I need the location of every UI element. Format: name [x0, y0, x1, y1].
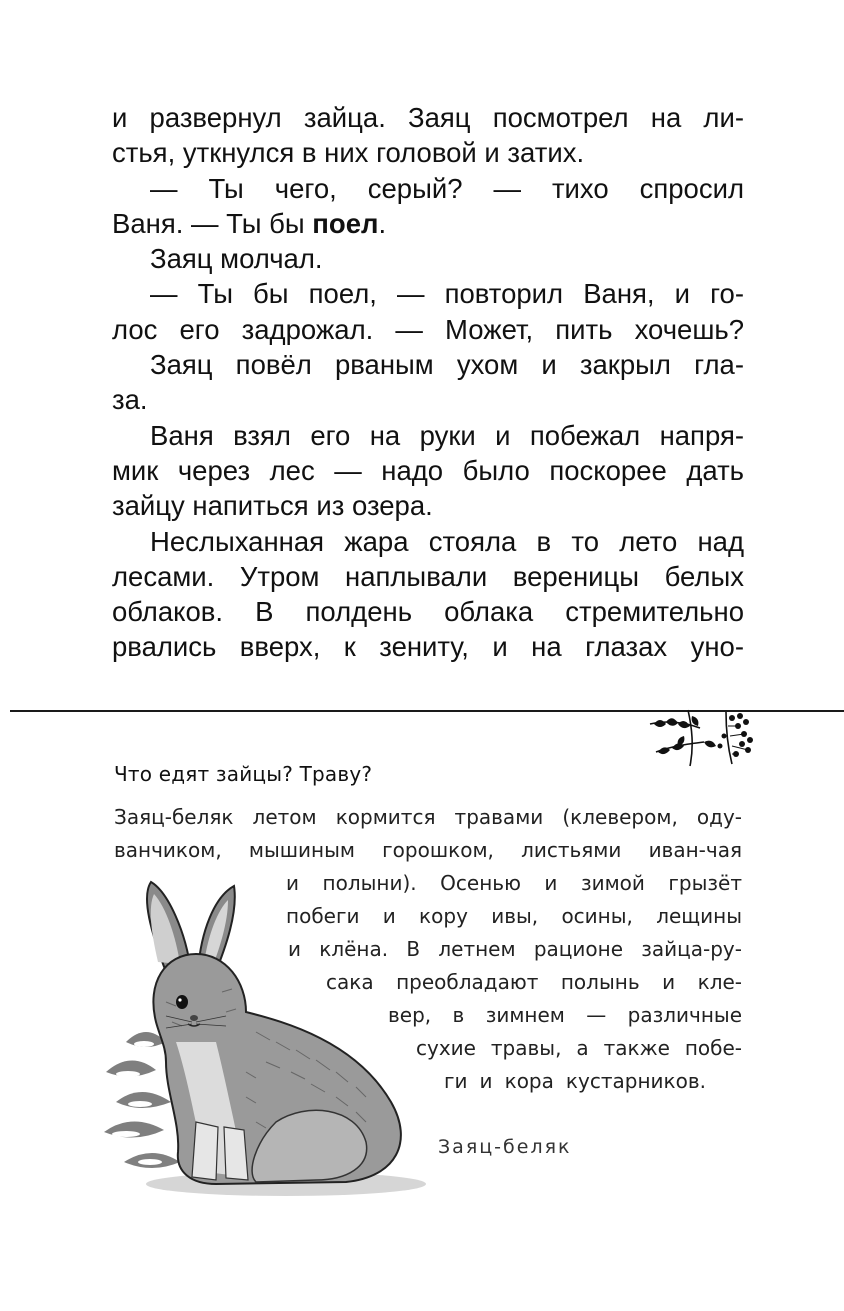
story-line: — Ты бы поел, — повторил Ваня, и го-: [150, 278, 744, 310]
sidebar-line: ванчиком, мышиным горошком, листьями иван-чая: [114, 838, 742, 862]
sidebar-line: и полыни). Осенью и зимой грызёт: [286, 871, 742, 895]
sidebar-line: сака преобладают полынь и кле-: [326, 970, 742, 994]
story-line: за.: [112, 384, 148, 416]
story-line: лесами. Утром наплывали вереницы белых: [112, 560, 744, 592]
story-text: [112, 100, 744, 665]
story-line: зайцу напиться из озера.: [112, 490, 433, 522]
sidebar-line: побеги и кору ивы, осины, лещины: [286, 904, 742, 928]
story-line: Неслыханная жара стояла в то лето над: [150, 525, 744, 557]
story-line: мик через лес — надо было поскорее дать: [112, 454, 744, 486]
story-line: облаков. В полдень облака стремительно: [112, 596, 744, 628]
sidebar-line: Заяц-беляк летом кормится травами (клевером, оду-: [114, 805, 742, 829]
sidebar-line: и клёна. В летнем рационе зайца-ру-: [288, 937, 742, 961]
sidebar-line: вер, в зимнем — различные: [388, 1003, 742, 1027]
story-line: и развернул зайца. Заяц посмотрел на ли-: [112, 102, 744, 133]
story-line: Ваня. — Ты бы поел.: [112, 207, 387, 239]
story-line: лос его задрожал. — Может, пить хочешь?: [112, 313, 744, 345]
sidebar-title: Что едят зайцы? Траву?: [114, 762, 373, 786]
sidebar-line: сухие травы, а также побе-: [416, 1036, 742, 1060]
story-line: Заяц молчал.: [150, 243, 323, 275]
story-line: Заяц повёл рваным ухом и закрыл гла-: [150, 349, 744, 381]
story-line: Ваня взял его на руки и побежал напря-: [150, 419, 744, 451]
bold-word: поел: [312, 207, 379, 239]
illustration-caption: Заяц-беляк: [438, 1136, 572, 1158]
story-line: стья, уткнулся в них головой и затих.: [112, 137, 585, 169]
hare-illustration: [96, 872, 426, 1202]
sidebar-line: ги и кора кустарников.: [444, 1069, 706, 1093]
story-line: — Ты чего, серый? — тихо спросил: [150, 172, 744, 204]
story-line: рвались вверх, к зениту, и на глазах уно-: [112, 631, 744, 663]
branch-ornament-icon: [648, 706, 758, 768]
